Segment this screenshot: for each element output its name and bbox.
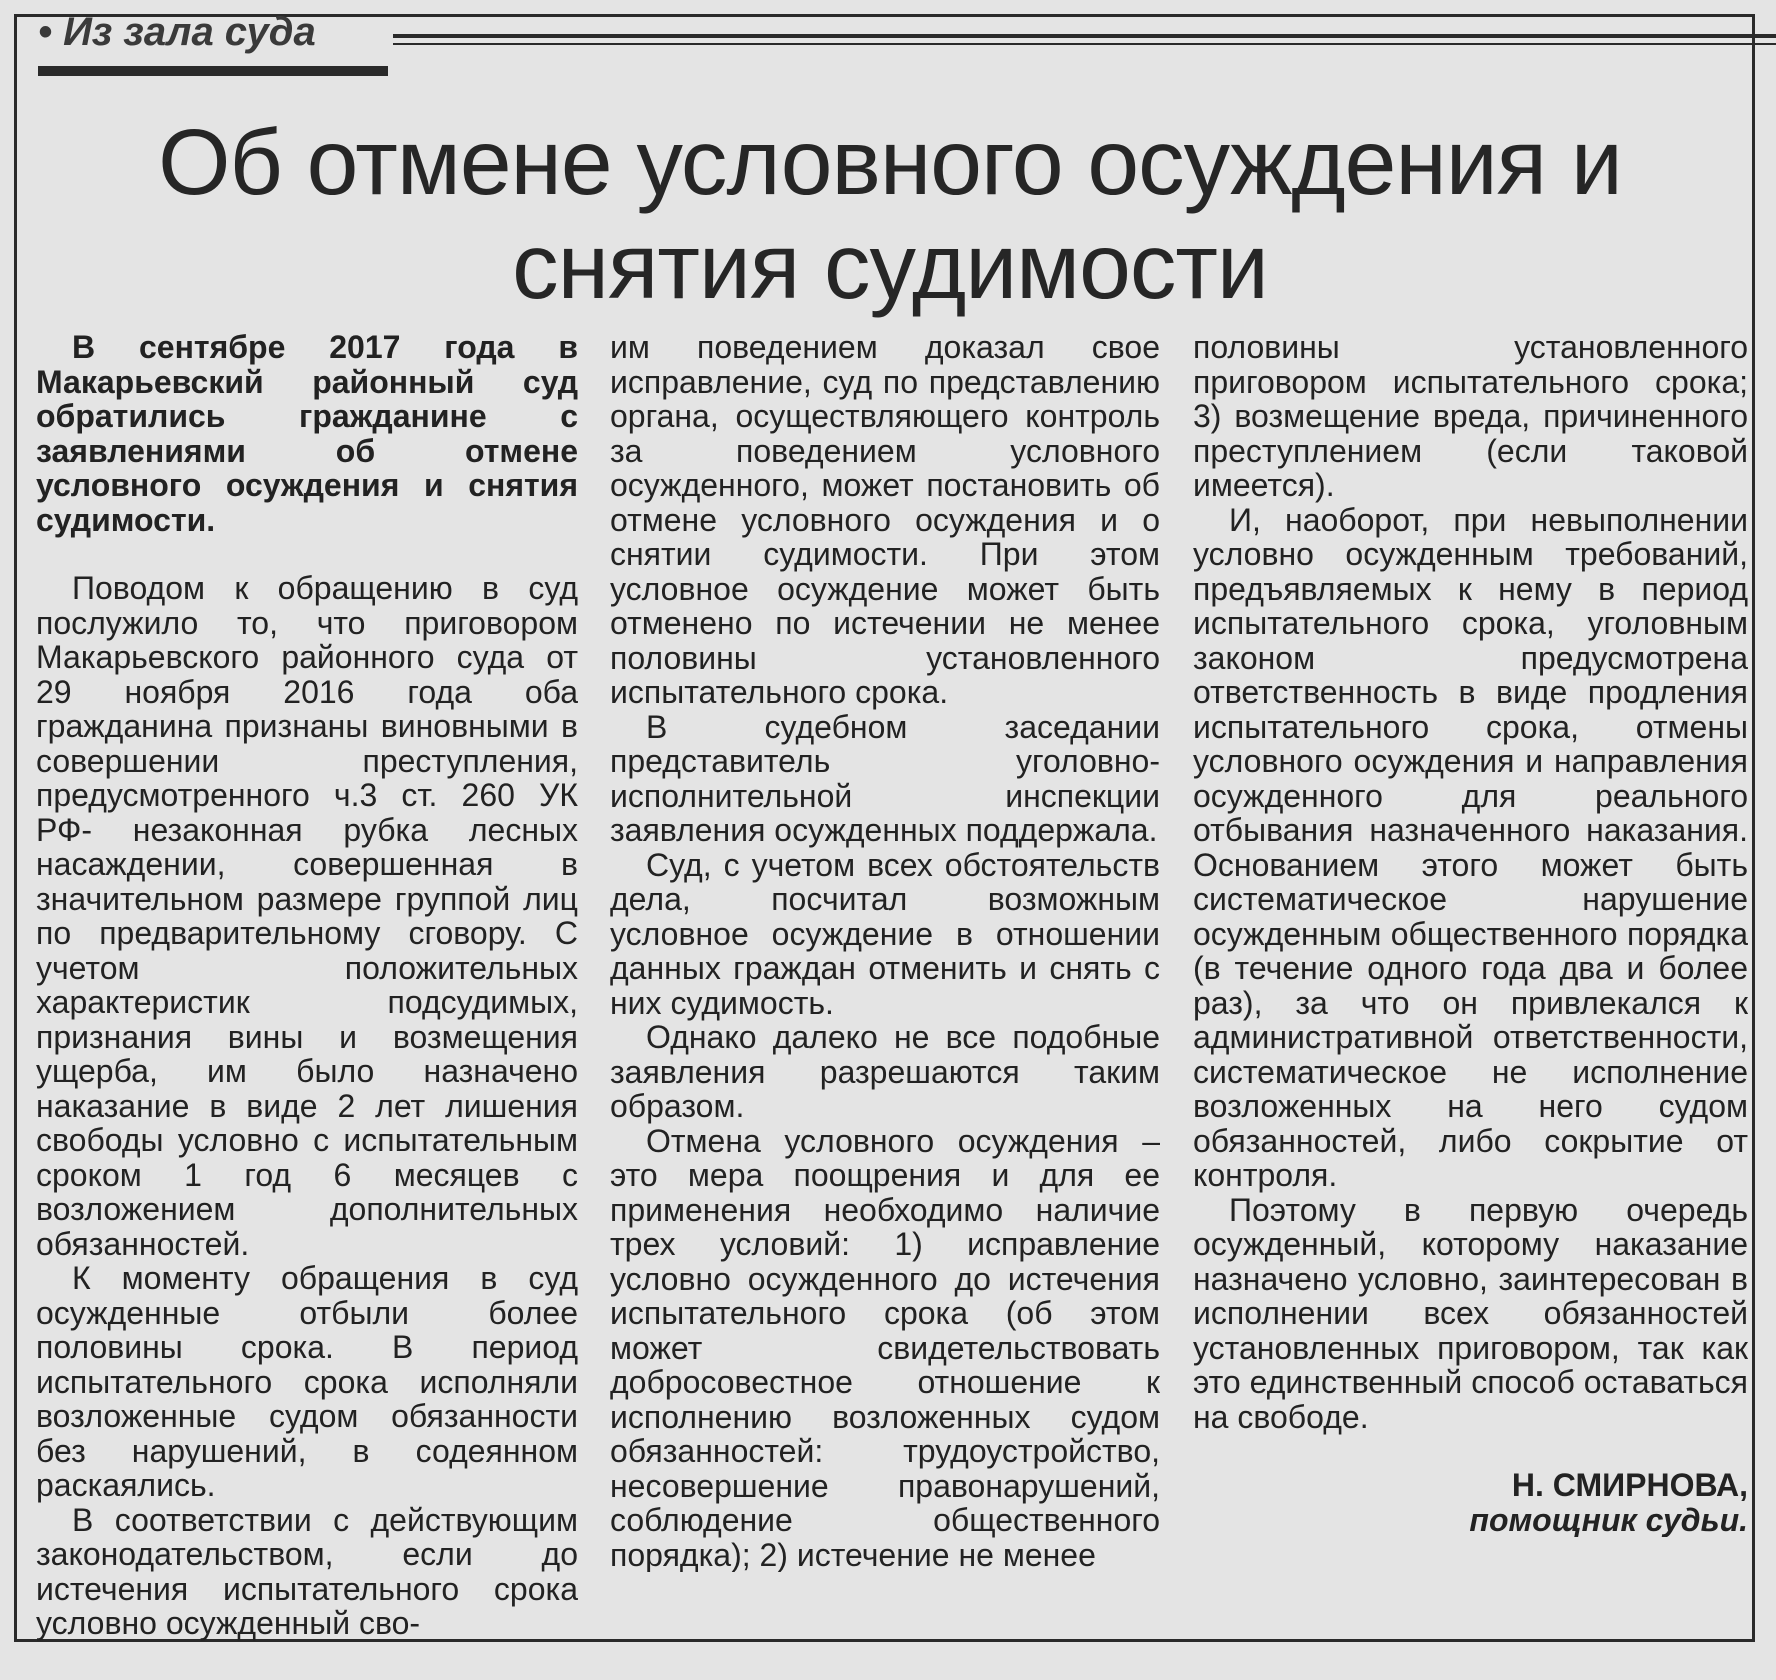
rubric-rule-thin: [393, 43, 1776, 45]
article-column-2: [610, 330, 1160, 1572]
body-paragraph: К моменту обращения в суд осужденные отбыли более половины срока. В период испытательного срока исполняли возложенные судом обязанности без нарушений, в содеянном раскаялись.: [36, 1260, 578, 1503]
body-paragraph: И, наоборот, при невыполнении условно осужденным требований, предъявляемых к нему в период испытательного срока, уголовным законом предусмотрена ответственность в виде продления испытательного срока, отмены условного осуждения и направления осужденного для реального отбывания назначенного наказания. Основанием этого может быть систематическое нарушение осужденным общественного порядка (в течение одного года два и более раз), за что он привлекался к административной ответственности, систематическое не исполнение возложенных на него судом обязанностей, либо сокрытие от контроля.: [1193, 501, 1748, 1193]
body-paragraph: им поведением доказал свое исправление, суд по представлению органа, осуществляющего контроль за поведением условного осужденного, может постановить об отмене условного осуждения и о снятии судимости. При этом условное осуждение может быть отменено по истечении не менее половины установленного испытательного срока.: [610, 330, 1160, 710]
rubric-rule: [393, 34, 1776, 38]
body-paragraph: половины установленного приговором испытательного срока; 3) возмещение вреда, причиненного преступлением (если таковой имеется).: [1193, 330, 1748, 503]
lead-paragraph: В сентябре 2017 года в Макарьевский районный суд обратились гражданине с заявлениями об отмене условного осуждения и снятия судимости.: [36, 330, 578, 538]
body-paragraph: Отмена условного осуждения – это мера поощрения и для ее применения необходимо наличие трех условий: 1) исправление условно осужденного до истечения испытательного срока (об этом может свидетельствовать добросовестное отношение к исполнению возложенных судом обязанностей: трудоустройство, несовершение правонарушений, соблюдение общественного порядка); 2) истечение не менее: [610, 1122, 1160, 1572]
article-column-1: [36, 330, 578, 1641]
rubric-underline: [38, 66, 388, 76]
rubric-header: [38, 10, 1738, 70]
article-column-3: [1193, 330, 1748, 1537]
body-paragraph: Поэтому в первую очередь осужденный, которому наказание назначено условно, заинтересован в исполнении всех обязанностей установленных приговором, так как это единственный способ оставаться на свободе.: [1193, 1191, 1748, 1435]
body-paragraph: В судебном заседании представитель уголовно-исполнительной инспекции заявления осужденных поддержала.: [610, 708, 1160, 848]
body-paragraph: В соответствии с действующим законодательством, если до истечения испытательного срока условно осужденный сво-: [36, 1501, 578, 1641]
article-headline: [40, 110, 1740, 318]
author-signature: [1193, 1468, 1748, 1537]
headline-line-1: Об отмене условного осуждения и: [158, 110, 1622, 214]
body-paragraph: Поводом к обращению в суд послужило то, что приговором Макарьевского районного суда от 29 ноября 2016 года оба гражданина признаны виновными в совершении преступления, предусмотренного ч.3 ст. 260 УК РФ- незаконная рубка лесных насаждении, совершенная в значительном размере группой лиц по предварительному сговору. С учетом положительных характеристик подсудимых, признания вины и возмещения ущерба, им было назначено наказание в виде 2 лет лишения свободы условно с испытательным сроком 1 год 6 месяцев с возложением дополнительных обязанностей.: [36, 570, 578, 1262]
rubric-label: • Из зала суда: [38, 10, 316, 54]
headline-line-2: снятия судимости: [512, 214, 1268, 318]
body-paragraph: Однако далеко не все подобные заявления разрешаются таким образом.: [610, 1019, 1160, 1124]
author-name: Н. СМИРНОВА,: [1511, 1467, 1748, 1503]
author-role: помощник судьи.: [1469, 1501, 1748, 1537]
body-paragraph: Суд, с учетом всех обстоятельств дела, посчитал возможным условное осуждение в отношении данных граждан отменить и снять с них судимость.: [610, 846, 1160, 1021]
